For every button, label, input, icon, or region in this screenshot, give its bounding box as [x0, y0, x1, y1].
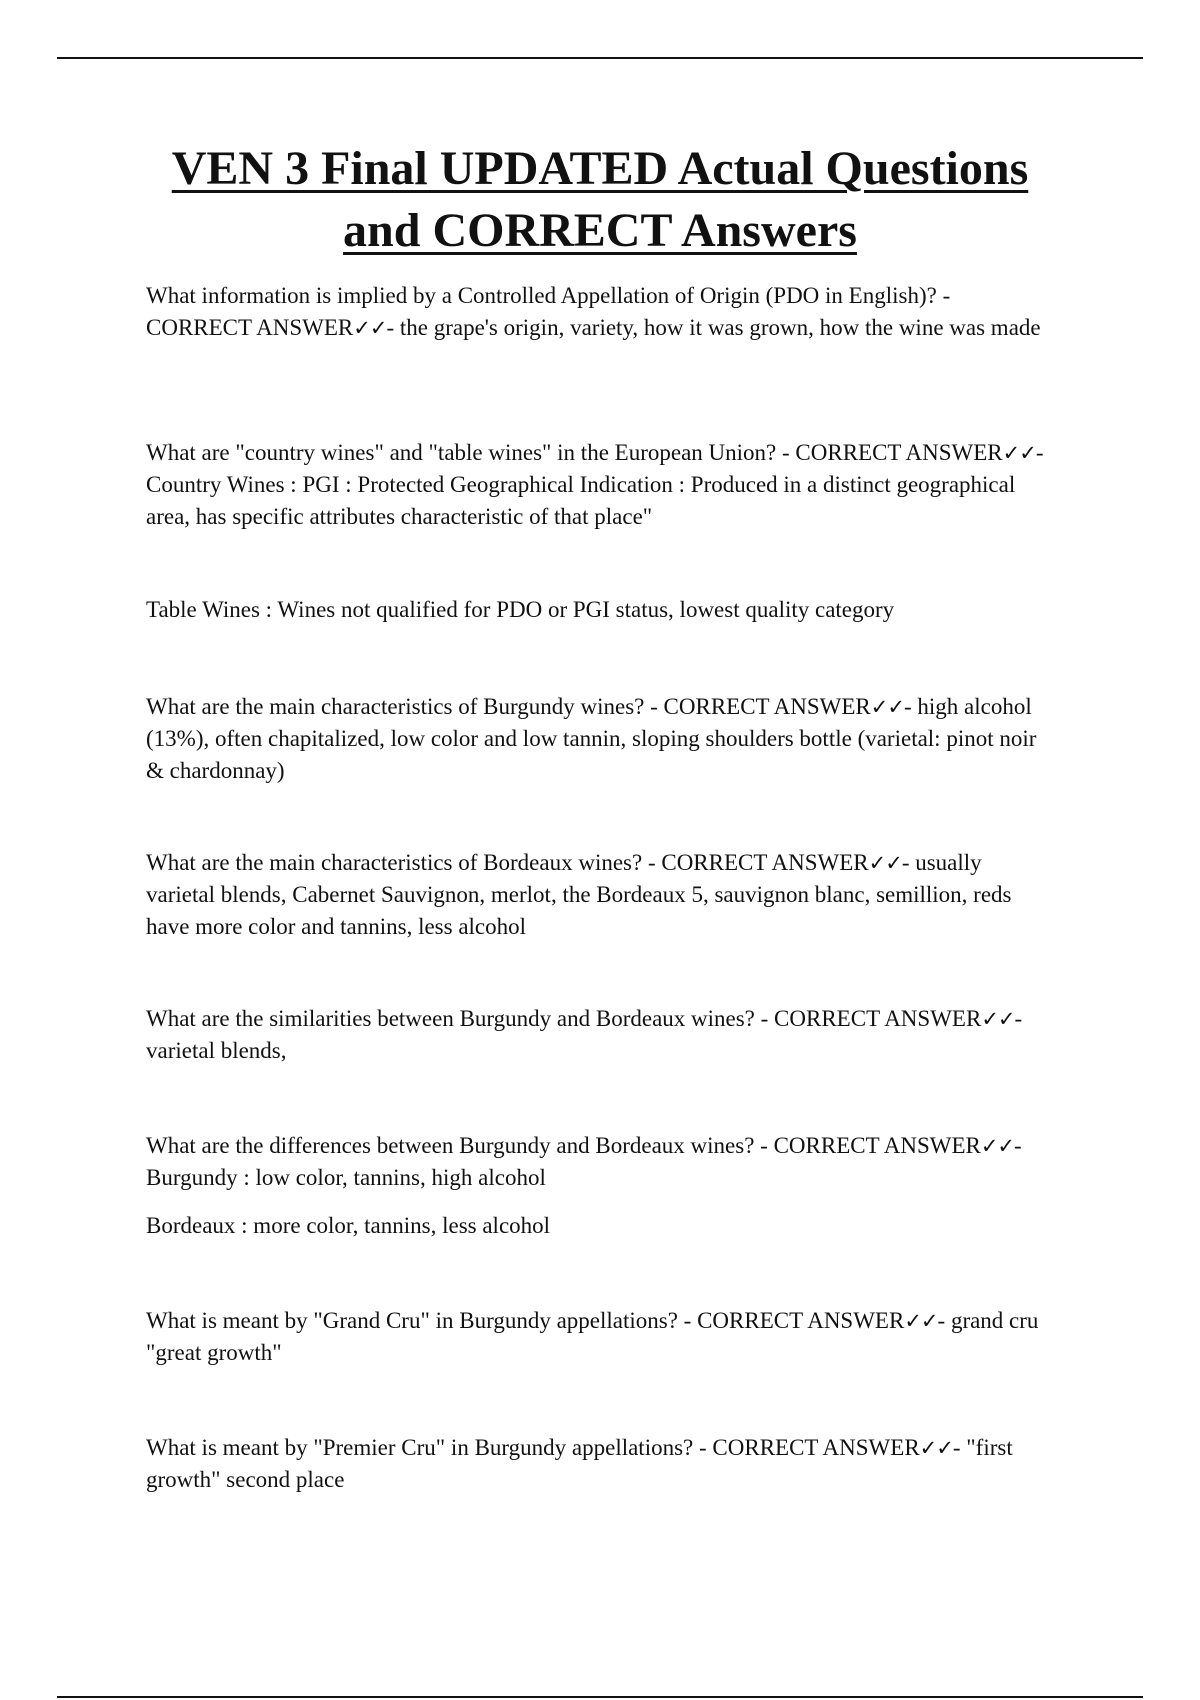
question-text: What are the main characteristics of Burgundy wines? - CORRECT ANSWER: [146, 694, 871, 719]
qa-entry-3: [146, 691, 1051, 787]
document-title: VEN 3 Final UPDATED Actual Questions and CORRECT Answers: [171, 142, 1029, 257]
qa-entry-8: [146, 1432, 1051, 1496]
double-check-icon: ✓✓: [981, 1007, 1015, 1031]
qa-entry-2: [146, 437, 1051, 533]
question-text: What are the similarities between Burgundy and Bordeaux wines? - CORRECT ANSWER: [146, 1006, 982, 1031]
bottom-rule: [57, 1696, 1143, 1698]
qa-entry-7: [146, 1305, 1051, 1369]
answer-text: - Country Wines : PGI : Protected Geographical Indication : Produced in a distinct geographical area, has specific attributes characteristic of that place": [146, 440, 1044, 529]
answer-text: - "first growth" second place: [146, 1435, 1013, 1492]
text-paragraph: Bordeaux : more color, tannins, less alcohol: [146, 1213, 551, 1238]
question-text: What are "country wines" and "table wines" in the European Union? - CORRECT ANSWER: [146, 440, 1003, 465]
question-text: What is meant by "Grand Cru" in Burgundy appellations? - CORRECT ANSWER: [146, 1308, 905, 1333]
question-text: What are the main characteristics of Bordeaux wines? - CORRECT ANSWER: [146, 850, 869, 875]
answer-text: - high alcohol (13%), often chapitalized, low color and low tannin, sloping shoulders bottle (varietal: pinot noir & chardonnay): [146, 694, 1037, 783]
double-check-icon: ✓✓: [353, 316, 387, 340]
double-check-icon: ✓✓: [904, 1309, 938, 1333]
answer-text: - varietal blends,: [146, 1006, 1023, 1063]
question-text: What is meant by "Premier Cru" in Burgundy appellations? - CORRECT ANSWER: [146, 1435, 920, 1460]
question-text: What are the differences between Burgundy and Bordeaux wines? - CORRECT ANSWER: [146, 1133, 981, 1158]
qa-entry-1: [146, 280, 1051, 344]
answer-text: - usually varietal blends, Cabernet Sauvignon, merlot, the Bordeaux 5, sauvignon blanc, semillion, reds have more color and tannins, less alcohol: [146, 850, 1012, 939]
double-check-icon: ✓✓: [919, 1436, 953, 1460]
double-check-icon: ✓✓: [980, 1134, 1015, 1158]
qa-entry-6: [146, 1130, 1051, 1194]
text-paragraph: Table Wines : Wines not qualified for PDO or PGI status, lowest quality category: [146, 597, 895, 622]
qa-entry-4: [146, 847, 1051, 943]
double-check-icon: ✓✓: [1002, 441, 1036, 465]
double-check-icon: ✓✓: [868, 851, 902, 875]
top-rule: [57, 57, 1143, 59]
answer-text: - grand cru "great growth": [146, 1308, 1039, 1365]
qa-entry-5: [146, 1003, 1051, 1067]
question-text: What information is implied by a Controlled Appellation of Origin (PDO in English)? - CORRECT ANSWER: [146, 283, 951, 340]
answer-text: - Burgundy : low color, tannins, high alcohol: [146, 1133, 1022, 1190]
answer-text: - the grape's origin, variety, how it was grown, how the wine was made: [386, 315, 1041, 340]
double-check-icon: ✓✓: [870, 695, 904, 719]
